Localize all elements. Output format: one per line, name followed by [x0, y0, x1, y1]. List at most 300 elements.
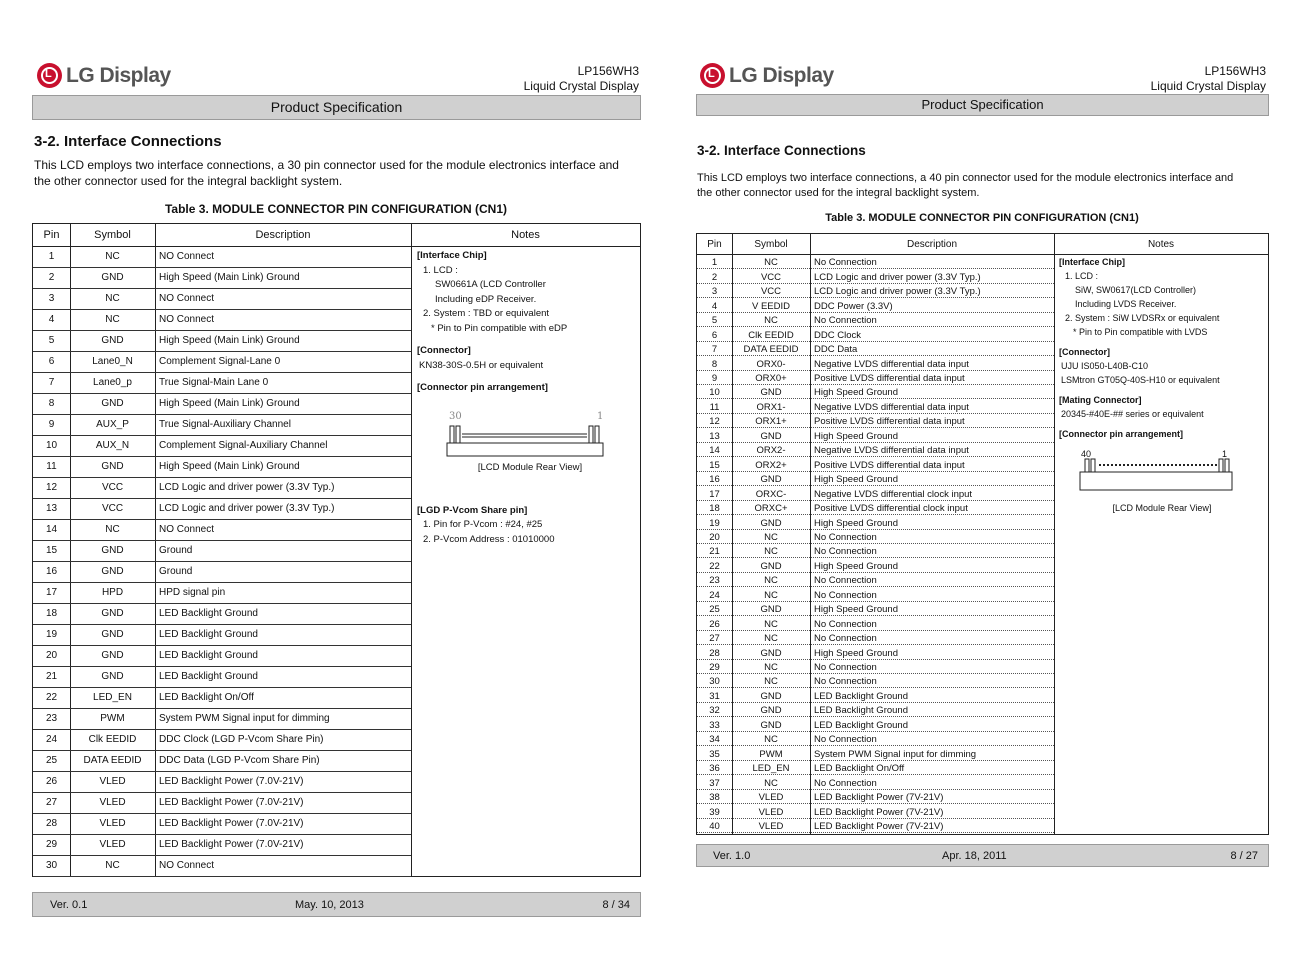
symbol-cell: V EEDID	[751, 300, 790, 312]
pin-cell: 4	[48, 314, 55, 325]
footer-date: Apr. 18, 2011	[942, 849, 1007, 862]
pin-cell: 7	[48, 377, 55, 388]
symbol-cell: GND	[760, 604, 782, 616]
table-row	[697, 615, 1054, 630]
page-footer	[696, 844, 1269, 867]
description-cell: No Connection	[814, 531, 877, 543]
connector-pin-arrangement-drawing	[1059, 457, 1265, 491]
pin-cell: 25	[45, 755, 58, 766]
footer-page: 8 / 34	[602, 898, 630, 911]
note-arrangement-heading: [Connector pin arrangement]	[417, 382, 548, 393]
note-vcom-heading: [LGD P-Vcom Share pin]	[417, 504, 528, 516]
description-cell: LCD Logic and driver power (3.3V Typ.)	[814, 286, 981, 298]
table-title: Table 3. MODULE CONNECTOR PIN CONFIGURATION (CN1)	[164, 202, 507, 216]
description-cell: LED Backlight Power (7.0V-21V)	[159, 797, 304, 808]
pin-cell: 34	[709, 734, 720, 746]
symbol-cell: NC	[764, 531, 778, 543]
table-row	[33, 813, 411, 835]
pin-config-table	[32, 223, 641, 877]
description-cell: LED Backlight Ground	[814, 705, 908, 717]
table-row	[33, 267, 411, 289]
pin-cell: 12	[709, 416, 720, 428]
pin-cell: 19	[45, 629, 58, 640]
description-cell: High Speed Ground	[814, 604, 898, 616]
header-description: Description	[255, 229, 311, 241]
table-row	[33, 435, 411, 457]
symbol-cell: ORX1+	[755, 416, 787, 428]
pin-cell: 19	[709, 517, 720, 529]
pin-cell: 22	[45, 692, 58, 703]
table-row	[33, 708, 411, 730]
description-cell: No Connection	[814, 777, 877, 789]
symbol-cell: VLED	[99, 818, 126, 829]
connector-diagram	[1059, 447, 1265, 517]
description-cell: LED Backlight On/Off	[159, 692, 254, 703]
note-mating-heading: [Mating Connector]	[1059, 395, 1142, 405]
pin-cell: 9	[48, 419, 55, 430]
symbol-cell: NC	[105, 293, 120, 304]
description-cell: Negative LVDS differential data input	[814, 445, 969, 457]
table-row	[33, 372, 411, 394]
symbol-cell: GND	[101, 566, 124, 577]
symbol-cell: NC	[764, 676, 778, 688]
symbol-cell: DATA EEDID	[83, 755, 142, 766]
intro-line-1: This LCD employs two interface connections, a 30 pin connector used for the module electronics interface and	[34, 158, 619, 172]
table-row	[697, 485, 1054, 500]
table-row	[697, 659, 1054, 674]
table-row	[33, 666, 411, 688]
table-row	[33, 288, 411, 310]
note-line: 1. LCD :	[1065, 271, 1099, 281]
symbol-cell: NC	[105, 524, 120, 535]
pin-cell: 27	[709, 633, 720, 645]
symbol-cell: VLED	[99, 776, 126, 787]
symbol-cell: VLED	[758, 806, 784, 818]
pin-cell: 12	[45, 482, 58, 493]
pin-cell: 14	[709, 445, 720, 457]
description-cell: NO Connect	[159, 251, 215, 262]
pin-cell: 32	[709, 705, 720, 717]
table-row	[697, 760, 1054, 775]
notes-panel	[1059, 255, 1265, 517]
table-row	[33, 498, 411, 520]
symbol-cell: AUX_P	[96, 419, 129, 430]
table-row	[33, 645, 411, 667]
description-cell: NO Connect	[159, 314, 215, 325]
table-row	[697, 601, 1054, 616]
pin-cell: 2	[711, 271, 718, 283]
symbol-cell: ORXC+	[754, 503, 788, 515]
symbol-cell: NC	[764, 618, 778, 630]
pin-cell: 9	[711, 373, 718, 385]
model-info	[524, 64, 639, 94]
lg-display-logo	[37, 63, 171, 88]
intro-text	[697, 171, 1277, 201]
table-row	[33, 414, 411, 436]
note-line: UJU IS050-L40B-C10	[1061, 361, 1149, 371]
symbol-cell: NC	[764, 546, 778, 558]
table-row	[697, 456, 1054, 471]
model-number: LP156WH3	[577, 64, 639, 78]
symbol-cell: GND	[760, 387, 782, 399]
pin-cell: 5	[48, 335, 55, 346]
pin-cell: 10	[709, 387, 720, 399]
section-title: 3-2. Interface Connections	[697, 143, 866, 158]
symbol-cell: AUX_N	[95, 440, 130, 451]
symbol-cell: GND	[101, 608, 124, 619]
pin-cell: 24	[709, 589, 720, 601]
description-cell: No Connection	[814, 315, 877, 327]
symbol-cell: GND	[101, 272, 124, 283]
note-line: 1. LCD :	[423, 264, 458, 276]
table-row	[697, 254, 1054, 269]
table-row	[697, 384, 1054, 399]
symbol-cell: VCC	[101, 482, 124, 493]
description-cell: High Speed (Main Link) Ground	[159, 335, 300, 346]
description-cell: NO Connect	[159, 860, 215, 871]
pin-cell: 23	[45, 713, 58, 724]
table-row	[697, 312, 1054, 327]
pin-label-left: 30	[449, 410, 462, 422]
spec-bar: Product Specification	[32, 95, 641, 120]
symbol-cell: ORX1-	[756, 401, 786, 413]
description-cell: LED Backlight Ground	[159, 608, 258, 619]
description-cell: System PWM Signal input for dimming	[814, 748, 977, 760]
table-row	[697, 586, 1054, 601]
table-row	[697, 702, 1054, 717]
table-header	[33, 224, 640, 247]
pin-cell: 20	[709, 531, 720, 543]
description-cell: HPD signal pin	[159, 587, 226, 598]
table-row	[697, 803, 1054, 818]
footer-date: May. 10, 2013	[295, 898, 364, 911]
table-row	[33, 771, 411, 793]
rear-view-label: [LCD Module Rear View]	[477, 461, 583, 473]
table-row	[697, 572, 1054, 587]
table-row	[33, 834, 411, 856]
table-row	[33, 561, 411, 583]
table-row	[33, 687, 411, 709]
description-cell: Complement Signal-Lane 0	[159, 356, 281, 367]
rear-view-label: [LCD Module Rear View]	[1112, 503, 1212, 513]
pin-cell: 33	[709, 719, 720, 731]
header-description: Description	[906, 238, 958, 250]
pin-cell: 11	[46, 461, 57, 472]
description-cell: Ground	[159, 545, 193, 556]
pin-cell: 21	[709, 546, 720, 558]
header-pin: Pin	[43, 229, 60, 241]
table-row	[33, 393, 411, 415]
pin-cell: 18	[709, 503, 720, 515]
symbol-cell: GND	[760, 647, 782, 659]
note-arrangement-heading: [Connector pin arrangement]	[1059, 429, 1184, 439]
pin-cell: 6	[48, 356, 55, 367]
pin-cell: 3	[48, 293, 55, 304]
table-row	[697, 355, 1054, 370]
pin-cell: 15	[709, 459, 720, 471]
description-cell: DDC Clock	[814, 329, 861, 341]
note-line: SiW, SW0617(LCD Controller)	[1075, 285, 1197, 295]
description-cell: Negative LVDS differential clock input	[814, 488, 973, 500]
table-header	[697, 234, 1268, 255]
pin-cell: 7	[711, 344, 718, 356]
description-cell: LED Backlight Ground	[159, 650, 258, 661]
table-row	[697, 370, 1054, 385]
symbol-cell: Lane0_N	[92, 356, 133, 367]
symbol-cell: Lane0_p	[93, 377, 132, 388]
symbol-cell: VLED	[99, 797, 126, 808]
pin-cell: 20	[45, 650, 58, 661]
table-row	[697, 745, 1054, 760]
pin-cell: 11	[709, 401, 720, 413]
note-line: 20345-#40E-## series or equivalent	[1061, 409, 1204, 419]
header-pin: Pin	[707, 238, 722, 250]
connector-pin-arrangement-drawing	[417, 424, 637, 460]
description-cell: High Speed (Main Link) Ground	[159, 398, 300, 409]
description-cell: Positive LVDS differential data input	[814, 459, 965, 471]
table-row	[697, 268, 1054, 283]
header-symbol: Symbol	[754, 238, 788, 250]
description-cell: LED Backlight Power (7V-21V)	[814, 806, 944, 818]
note-connector-heading: [Connector]	[417, 345, 471, 356]
symbol-cell: PWM	[100, 713, 125, 724]
symbol-cell: DATA EEDID	[743, 344, 799, 356]
table-title: Table 3. MODULE CONNECTOR PIN CONFIGURATION (CN1)	[825, 212, 1139, 224]
symbol-cell: GND	[101, 398, 124, 409]
note-connector-heading: [Connector]	[1059, 347, 1110, 357]
description-cell: No Connection	[814, 633, 877, 645]
spec-bar: Product Specification	[696, 94, 1269, 116]
symbol-cell: NC	[764, 589, 778, 601]
pin-cell: 24	[45, 734, 58, 745]
symbol-cell: GND	[760, 719, 782, 731]
description-cell: No Connection	[814, 575, 877, 587]
description-cell: LED Backlight On/Off	[814, 763, 905, 775]
pin-cell: 8	[711, 358, 718, 370]
logo-text: LG Display	[66, 63, 171, 87]
pin-cell: 28	[709, 647, 720, 659]
note-line: Including LVDS Receiver.	[1075, 299, 1177, 309]
lg-display-logo	[700, 63, 834, 88]
description-cell: DDC Data (LGD P-Vcom Share Pin)	[159, 755, 320, 766]
pin-cell: 25	[709, 604, 720, 616]
description-cell: NO Connect	[159, 293, 215, 304]
symbol-cell: LED_EN	[752, 763, 790, 775]
lg-logo-icon: L	[37, 63, 62, 88]
table-row	[697, 326, 1054, 341]
symbol-cell: VCC	[101, 503, 124, 514]
note-line: * Pin to Pin compatible with eDP	[431, 322, 568, 334]
pin-cell: 39	[709, 806, 720, 818]
symbol-cell: GND	[101, 545, 124, 556]
description-cell: Positive LVDS differential data input	[814, 416, 965, 428]
description-cell: No Connection	[814, 662, 877, 674]
table-row	[33, 855, 411, 877]
intro-line-1: This LCD employs two interface connections, a 40 pin connector used for the module electronics interface and	[697, 172, 1234, 184]
model-info	[1151, 64, 1266, 94]
note-line: 2. P-Vcom Address : 01010000	[423, 533, 555, 545]
description-cell: High Speed (Main Link) Ground	[159, 461, 300, 472]
description-cell: No Connection	[814, 589, 877, 601]
header-notes: Notes	[511, 229, 540, 241]
footer-version: Ver. 1.0	[713, 849, 751, 862]
table-row	[697, 731, 1054, 746]
intro-line-2: the other connector used for the integral backlight system.	[34, 174, 343, 188]
symbol-cell: VLED	[758, 820, 784, 832]
table-row	[33, 519, 411, 541]
table-row	[697, 413, 1054, 428]
description-cell: Negative LVDS differential data input	[814, 401, 969, 413]
symbol-cell: GND	[101, 629, 124, 640]
pin-cell: 27	[45, 797, 58, 808]
symbol-cell: GND	[760, 690, 782, 702]
table-row	[697, 543, 1054, 558]
pin-label-left: 40	[1081, 449, 1092, 459]
symbol-cell: NC	[105, 251, 120, 262]
symbol-cell: ORX2+	[755, 459, 787, 471]
table-row	[697, 774, 1054, 789]
description-cell: True Signal-Main Lane 0	[159, 377, 269, 388]
table-row	[33, 729, 411, 751]
symbol-cell: NC	[764, 777, 778, 789]
pin-cell: 30	[45, 860, 58, 871]
note-interface-chip-heading: [Interface Chip]	[1059, 257, 1126, 267]
pin-cell: 26	[45, 776, 58, 787]
pin-cell: 1	[711, 257, 718, 269]
symbol-cell: Clk EEDID	[88, 734, 137, 745]
symbol-cell: NC	[105, 314, 120, 325]
note-line: 1. Pin for P-Vcom : #24, #25	[423, 519, 543, 530]
pin-cell: 5	[711, 315, 718, 327]
symbol-cell: GND	[760, 560, 782, 572]
pin-cell: 8	[48, 398, 55, 409]
intro-text	[34, 157, 644, 189]
symbol-cell: ORX2-	[756, 445, 786, 457]
connector-diagram	[417, 410, 637, 482]
description-cell: LED Backlight Power (7V-21V)	[814, 792, 944, 804]
note-line: KN38-30S-0.5H or equivalent	[419, 359, 544, 371]
table-row	[697, 427, 1054, 442]
table-row	[33, 351, 411, 373]
notes-panel	[417, 249, 637, 547]
note-line: 2. System : TBD or equivalent	[423, 308, 550, 319]
description-cell: No Connection	[814, 618, 877, 630]
symbol-cell: NC	[764, 662, 778, 674]
symbol-cell: NC	[764, 633, 778, 645]
pin-cell: 16	[709, 474, 720, 486]
description-cell: Ground	[159, 566, 193, 577]
description-cell: LCD Logic and driver power (3.3V Typ.)	[814, 271, 981, 283]
pin-cell: 18	[45, 608, 58, 619]
symbol-cell: GND	[101, 650, 124, 661]
symbol-cell: GND	[101, 461, 124, 472]
table-row	[33, 792, 411, 814]
table-row	[33, 246, 411, 268]
description-cell: Negative LVDS differential data input	[814, 358, 969, 370]
description-cell: LED Backlight Power (7.0V-21V)	[159, 776, 304, 787]
table-row	[697, 673, 1054, 688]
symbol-cell: GND	[760, 474, 782, 486]
pin-cell: 23	[709, 575, 720, 587]
description-cell: LED Backlight Power (7.0V-21V)	[159, 818, 304, 829]
table-row	[33, 582, 411, 604]
pin-config-table	[696, 233, 1269, 835]
note-line: 2. System : SiW LVDSRx or equivalent	[1065, 313, 1220, 323]
description-cell: DDC Power (3.3V)	[814, 300, 893, 312]
symbol-cell: ORXC-	[755, 488, 787, 500]
pin-cell: 4	[711, 300, 718, 312]
table-row	[33, 603, 411, 625]
description-cell: LCD Logic and driver power (3.3V Typ.)	[159, 482, 335, 493]
pin-cell: 21	[45, 671, 58, 682]
symbol-cell: NC	[764, 734, 778, 746]
table-row	[697, 818, 1054, 833]
note-interface-chip-heading: [Interface Chip]	[417, 250, 487, 261]
table-row	[697, 630, 1054, 645]
description-cell: No Connection	[814, 734, 877, 746]
table-row	[697, 514, 1054, 529]
pin-cell: 40	[709, 820, 720, 832]
table-row	[33, 456, 411, 478]
symbol-cell: GND	[101, 335, 124, 346]
pin-cell: 26	[709, 618, 720, 630]
pin-cell: 17	[45, 587, 58, 598]
description-cell: LCD Logic and driver power (3.3V Typ.)	[159, 503, 335, 514]
description-cell: High Speed Ground	[814, 517, 898, 529]
table-row	[697, 557, 1054, 572]
symbol-cell: VCC	[760, 286, 782, 298]
symbol-cell: NC	[105, 860, 120, 871]
intro-line-2: the other connector used for the integral backlight system.	[697, 187, 980, 199]
symbol-cell: NC	[764, 575, 778, 587]
symbol-cell: GND	[760, 517, 782, 529]
description-cell: No Connection	[814, 257, 877, 269]
pin-label-right: 1	[597, 410, 604, 422]
table-row	[33, 540, 411, 562]
description-cell: High Speed Ground	[814, 647, 898, 659]
pin-cell: 13	[45, 503, 58, 514]
table-row	[697, 283, 1054, 298]
symbol-cell: ORX0-	[756, 358, 786, 370]
symbol-cell: LED_EN	[93, 692, 132, 703]
pin-label-right: 1	[1222, 449, 1228, 459]
table-row	[697, 341, 1054, 356]
table-row	[33, 750, 411, 772]
pin-cell: 29	[709, 662, 720, 674]
description-cell: System PWM Signal input for dimming	[159, 713, 330, 724]
description-cell: LED Backlight Ground	[159, 671, 258, 682]
description-cell: LED Backlight Ground	[814, 719, 908, 731]
table-row	[697, 471, 1054, 486]
header-notes: Notes	[1147, 238, 1175, 250]
symbol-cell: Clk EEDID	[748, 329, 794, 341]
pin-cell: 14	[45, 524, 58, 535]
footer-version: Ver. 0.1	[50, 898, 88, 911]
pin-cell: 28	[45, 818, 58, 829]
pin-cell: 3	[711, 286, 718, 298]
footer-page: 8 / 27	[1230, 849, 1258, 862]
pin-cell: 17	[709, 488, 720, 500]
note-line: SW0661A (LCD Controller	[435, 279, 546, 290]
pin-cell: 29	[45, 839, 58, 850]
description-cell: No Connection	[814, 546, 877, 558]
note-line: LSMtron GT05Q-40S-H10 or equivalent	[1061, 375, 1220, 385]
description-cell: DDC Data	[814, 344, 858, 356]
pin-cell: 6	[711, 329, 718, 341]
description-cell: High Speed Ground	[814, 560, 898, 572]
table-row	[697, 442, 1054, 457]
description-cell: LED Backlight Ground	[814, 690, 908, 702]
